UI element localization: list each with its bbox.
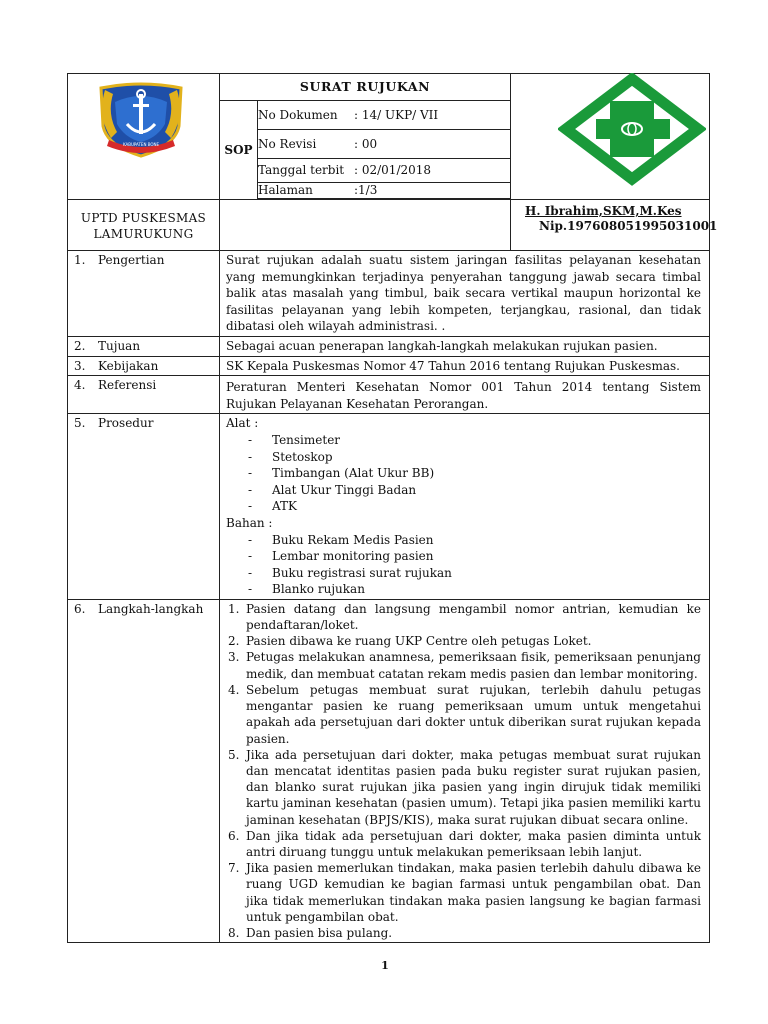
puskesmas-logo <box>558 73 706 190</box>
meta-no-dokumen: No Dokumen : 14/ UKP/ VII <box>258 101 511 130</box>
section-tujuan-label: 2. Tujuan <box>68 336 220 356</box>
step-item: 5. Jika ada persetujuan dari dokter, maka petugas membuat surat rujukan dan mencatat identitas pasien pada buku register surat rujukan pasien, dan blanko surat rujukan jika pasien yang ingin dirujuk tidak memiliki kartu jaminan kesehatan (pasien umum). Tetapi jika pasien memiliki kartu jaminan kesehatan (BPJS/KIS), maka surat rujukan dibuat secara online. <box>228 747 701 827</box>
step-item: 1. Pasien datang dan langsung mengambil nomor antrian, kemudian ke pendaftaran/loket. <box>228 601 701 633</box>
list-item: - Timbangan (Alat Ukur BB) <box>248 466 435 481</box>
step-item: 7. Jika pasien memerlukan tindakan, maka pasien terlebih dahulu dibawa ke ruang UGD kemudian ke bagian farmasi untuk pengambilan obat. Dan jika tidak memerlukan tindakan maka pasien langsung ke bagian farmasi untuk pengambilan obat. <box>228 861 701 924</box>
kabupaten-bone-crest-logo <box>95 80 187 162</box>
step-item: 8. Dan pasien bisa pulang. <box>228 925 393 940</box>
alat-heading: Alat : <box>226 416 259 431</box>
step-item: 4. Sebelum petugas membuat surat rujukan, terlebih dahulu petugas mengantar pasien ke ruang pemeriksaan umum untuk mengetahui apakah ada persetujuan dari dokter untuk diberikan surat rujukan kepada pasien. <box>228 682 701 746</box>
signer-block: H. Ibrahim,SKM,M.Kes Nip.197608051995031001 <box>511 200 710 251</box>
list-item: - Blanko rujukan <box>248 582 365 597</box>
document-title: SURAT RUJUKAN <box>220 74 511 101</box>
section-tujuan-text: Sebagai acuan penerapan langkah-langkah melakukan rujukan pasien. <box>220 336 710 356</box>
bahan-heading: Bahan : <box>226 515 273 530</box>
alat-list <box>226 432 701 515</box>
bahan-list <box>226 532 701 598</box>
steps-list <box>226 601 701 941</box>
meta-no-revisi: No Revisi : 00 <box>258 130 511 159</box>
step-item: 6. Dan jika tidak ada persetujuan dari dokter, maka pasien diminta untuk antri diruang tunggu untuk melakukan pemeriksaan lebih lanjut. <box>228 828 701 859</box>
section-kebijakan-text: SK Kepala Puskesmas Nomor 47 Tahun 2016 tentang Rujukan Puskesmas. <box>220 356 710 376</box>
step-item: 3. Petugas melakukan anamnesa, pemeriksaan fisik, pemeriksaan penunjang medik, dan membuat catatan rekam medis pasien dan lembar monitoring. <box>228 650 701 681</box>
section-langkah-label: 6. Langkah-langkah <box>68 599 220 942</box>
crest-banner-text: KABUPATEN BONE <box>122 142 160 147</box>
sop-label: SOP <box>220 101 258 200</box>
sop-table <box>67 73 718 943</box>
section-prosedur-label: 5. Prosedur <box>68 414 220 600</box>
list-item: - ATK <box>248 499 297 514</box>
meta-halaman: Halaman :1/3 <box>258 183 511 199</box>
section-prosedur-content <box>220 414 710 600</box>
section-pengertian-text: Surat rujukan adalah suatu sistem jaringan fasilitas pelayanan kesehatan yang memungkinkan terjadinya penyerahan tanggung jawab secara timbal balik atas masalah yang timbul, baik secara vertikal maupun horizontal ke fasilitas pelayanan yang lebih kompeten, terjangkau, rasional, dan tidak dibatasi oleh wilayah administrasi. . <box>220 251 710 337</box>
list-item: - Stetoskop <box>248 449 333 464</box>
list-item: - Buku registrasi surat rujukan <box>248 565 452 580</box>
meta-tanggal-terbit: Tanggal terbit : 02/01/2018 <box>258 159 511 183</box>
section-referensi-text: Peraturan Menteri Kesehatan Nomor 001 Tahun 2014 tentang Sistem Rujukan Pelayanan Kesehatan Perorangan. <box>220 376 710 414</box>
organization-name: UPTD PUSKESMAS LAMURUKUNG <box>68 200 220 251</box>
list-item: - Alat Ukur Tinggi Badan <box>248 482 417 497</box>
blank-cell <box>220 200 511 251</box>
section-langkah-content <box>220 599 710 942</box>
section-kebijakan-label: 3. Kebijakan <box>68 356 220 376</box>
section-referensi-label: 4. Referensi <box>68 376 220 414</box>
step-item: 2. Pasien dibawa ke ruang UKP Centre oleh petugas Loket. <box>228 634 592 649</box>
list-item: - Lembar monitoring pasien <box>248 549 434 564</box>
page-number: 1 <box>381 959 389 972</box>
list-item: - Tensimeter <box>248 432 341 447</box>
list-item: - Buku Rekam Medis Pasien <box>248 532 434 547</box>
section-pengertian-label: 1. Pengertian <box>68 251 220 337</box>
